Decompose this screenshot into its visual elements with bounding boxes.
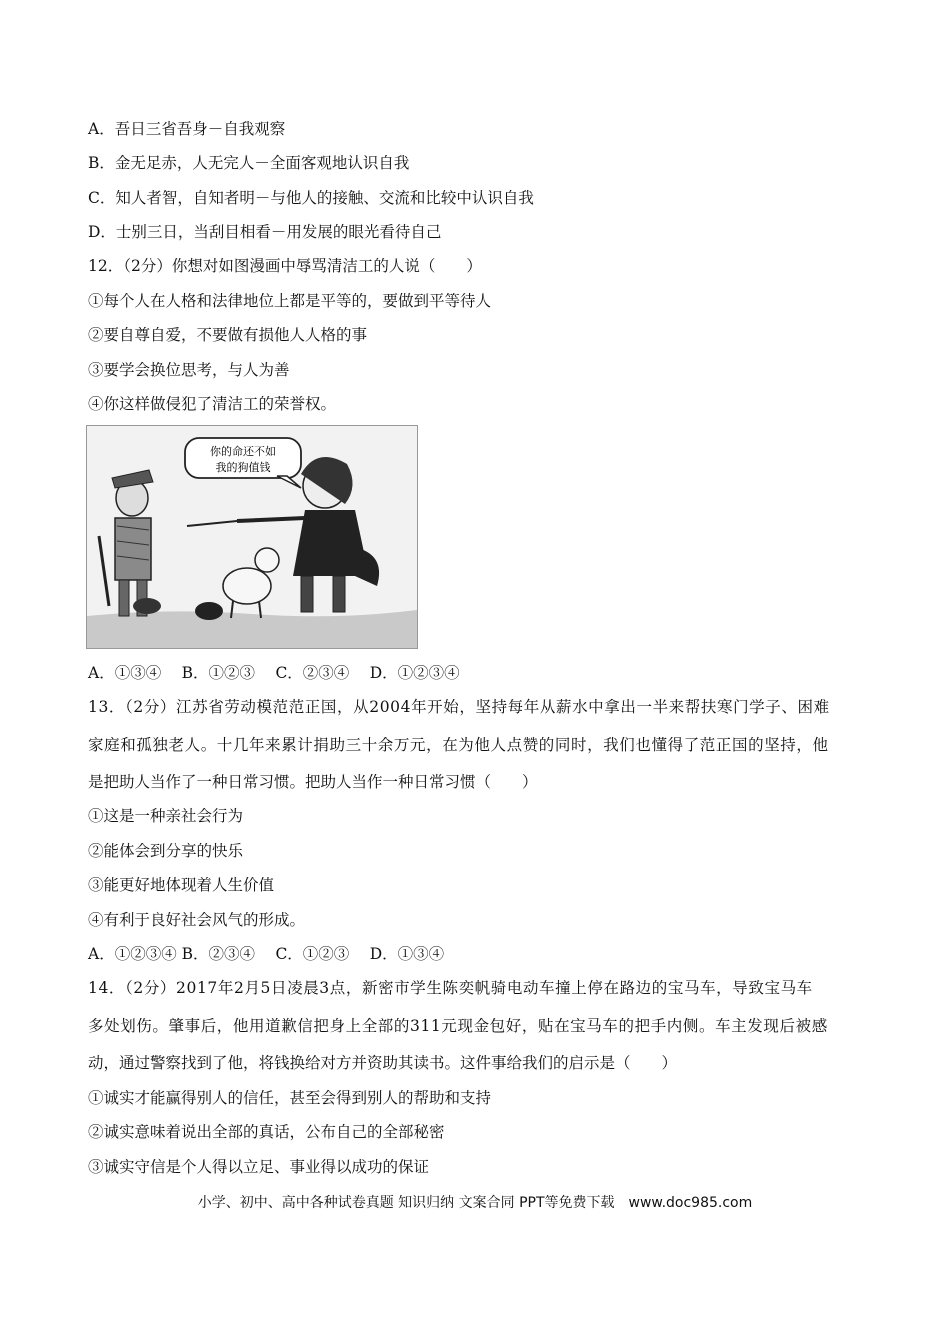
q14-stem-line: 14．（2分）2017年2月5日凌晨3点，新密市学生陈奕帆骑电动车撞上停在路边的宝马车，导致宝马车 bbox=[88, 979, 813, 997]
q12-stem: 12．（2分）你想对如图漫画中辱骂清洁工的人说（ ） bbox=[88, 257, 482, 275]
q14-stem-line: 动，通过警察找到了他，将钱换给对方并资助其读书。这件事给我们的启示是（ ） bbox=[88, 1054, 678, 1072]
q12-item: ②要自尊自爱，不要做有损他人人格的事 bbox=[88, 326, 368, 344]
q13-stem-line: 家庭和孤独老人。十几年来累计捐助三十余万元，在为他人点赞的同时，我们也懂得了范正国的坚持，他 bbox=[88, 736, 829, 754]
speech-bubble-line: 你的命还不如 bbox=[210, 445, 276, 458]
q11-option-b: B．金无足赤，人无完人－全面客观地认识自我 bbox=[88, 154, 410, 172]
page-footer: 小学、初中、高中各种试卷真题 知识归纳 文案合同 PPT等免费下载 www.doc985.com bbox=[197, 1195, 753, 1211]
q14-item: ③诚实守信是个人得以立足、事业得以成功的保证 bbox=[88, 1158, 430, 1176]
q12-item: ①每个人在人格和法律地位上都是平等的，要做到平等待人 bbox=[88, 292, 492, 310]
cartoon-illustration bbox=[86, 425, 418, 649]
speech-bubble-line: 我的狗值钱 bbox=[215, 461, 271, 474]
q13-item: ③能更好地体现着人生价值 bbox=[88, 876, 275, 894]
q13-item: ②能体会到分享的快乐 bbox=[88, 842, 244, 860]
q13-item: ④有利于良好社会风气的形成。 bbox=[88, 911, 306, 929]
q12-options: A．①③④ B．①②③ C．②③④ D．①②③④ bbox=[88, 664, 460, 682]
q11-option-a: A．吾日三省吾身－自我观察 bbox=[88, 120, 286, 138]
q12-item: ③要学会换位思考，与人为善 bbox=[88, 361, 290, 379]
q13-options: A．①②③④ B．②③④ C．①②③ D．①③④ bbox=[88, 945, 445, 963]
q14-item: ②诚实意味着说出全部的真话，公布自己的全部秘密 bbox=[88, 1123, 445, 1141]
q11-option-d: D．士别三日，当刮目相看－用发展的眼光看待自己 bbox=[88, 223, 442, 241]
q13-item: ①这是一种亲社会行为 bbox=[88, 807, 244, 825]
q14-stem-line: 多处划伤。肇事后，他用道歉信把身上全部的311元现金包好，贴在宝马车的把手内侧。车主发现后被感 bbox=[88, 1017, 828, 1035]
q13-stem-line: 13．（2分）江苏省劳动模范范正国，从2004年开始，坚持每年从薪水中拿出一半来帮扶寒门学子、困难 bbox=[88, 698, 830, 716]
q12-item: ④你这样做侵犯了清洁工的荣誉权。 bbox=[88, 395, 337, 413]
q14-item: ①诚实才能赢得别人的信任，甚至会得到别人的帮助和支持 bbox=[88, 1089, 492, 1107]
q13-stem-line: 是把助人当作了一种日常习惯。把助人当作一种日常习惯（ ） bbox=[88, 773, 538, 791]
q11-option-c: C．知人者智，自知者明－与他人的接触、交流和比较中认识自我 bbox=[88, 189, 534, 207]
cartoon-drawing bbox=[87, 426, 417, 648]
